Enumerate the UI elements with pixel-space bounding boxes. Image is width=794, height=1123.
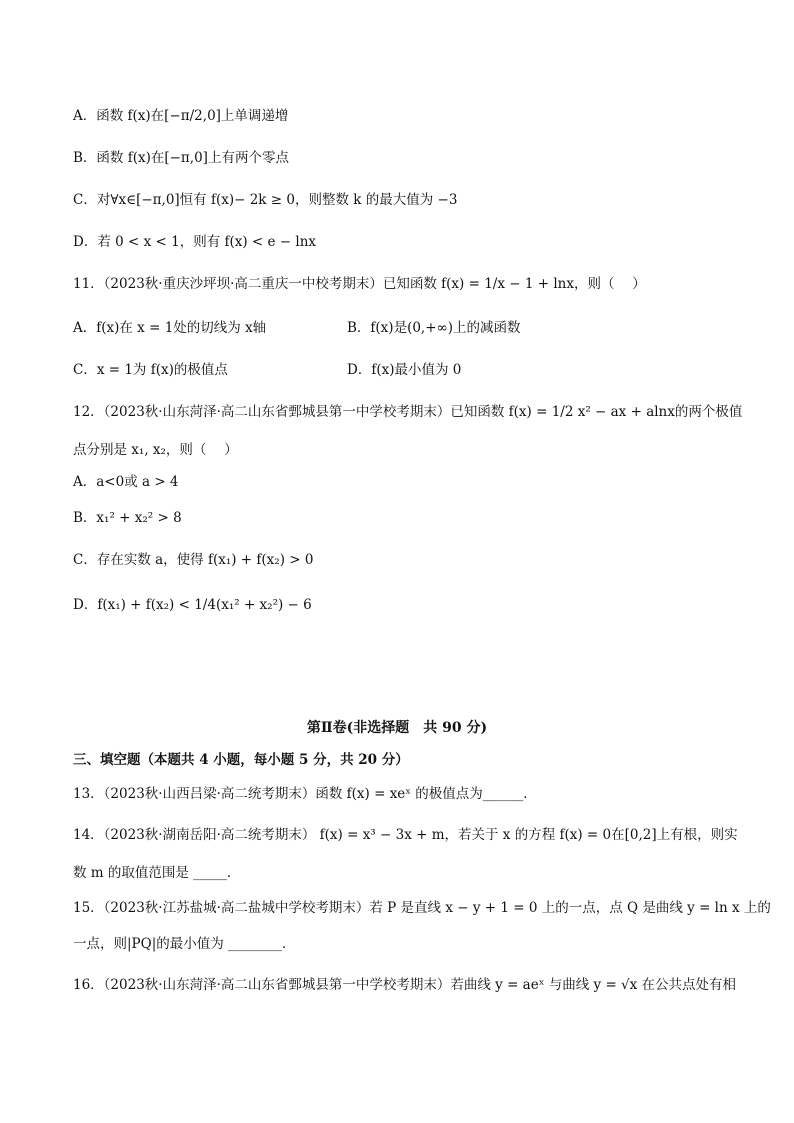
q16: 16．（2023秋·山东菏泽·高二山东省鄄城县第一中学校考期末）若曲线 y = aeˣ 与曲线 y = √x 在公共点处有相 — [73, 977, 737, 993]
q15-line1: 15．（2023秋·江苏盐城·高二盐城中学校考期末）若 P 是直线 x − y + 1 = 0 上的一点，点 Q 是曲线 y = ln x 上的 — [73, 900, 771, 916]
q11-option-c: C．x = 1为 f(x)的极值点 — [73, 362, 228, 378]
q10-option-b: B．函数 f(x)在[−π,0]上有两个零点 — [73, 150, 289, 166]
q11-stem: 11．（2023秋·重庆沙坪坝·高二重庆一中校考期末）已知函数 f(x) = 1/x − 1 + lnx，则（ ） — [73, 276, 646, 292]
q10-option-a: A．函数 f(x)在[−π/2,0]上单调递增 — [73, 108, 289, 124]
q11-option-b: B．f(x)是(0,+∞)上的减函数 — [347, 320, 521, 336]
q12-option-a: A．a<0或 a > 4 — [73, 474, 179, 490]
q14-line2: 数 m 的取值范围是 _____． — [73, 865, 241, 881]
q11-option-d: D．f(x)最小值为 0 — [347, 362, 462, 378]
q15-line2: 一点，则|PQ|的最小值为 ________． — [73, 936, 296, 952]
q10-option-c: C．对∀x∈[−π,0]恒有 f(x)− 2k ≥ 0，则整数 k 的最大值为 −3 — [73, 192, 458, 208]
section-title: 第Ⅱ卷(非选择题 共 90 分) — [306, 720, 488, 736]
q12-option-d: D．f(x₁) + f(x₂) < 1/4(x₁² + x₂²) − 6 — [73, 597, 312, 613]
q13: 13．（2023秋·山西吕梁·高二统考期末）函数 f(x) = xeˣ 的极值点为______． — [73, 786, 537, 802]
section-subtitle: 三、填空题（本题共 4 小题，每小题 5 分，共 20 分） — [73, 752, 409, 768]
q10-option-d: D．若 0 < x < 1，则有 f(x) < e − lnx — [73, 234, 317, 250]
q12-option-c: C．存在实数 a，使得 f(x₁) + f(x₂) > 0 — [73, 552, 314, 568]
q14-line1: 14．（2023秋·湖南岳阳·高二统考期末） f(x) = x³ − 3x + m，若关于 x 的方程 f(x) = 0在[0,2]上有根，则实 — [73, 827, 738, 843]
q12-stem-line2: 点分别是 x₁, x₂，则（ ） — [73, 442, 238, 458]
q11-option-a: A．f(x)在 x = 1处的切线为 x轴 — [73, 320, 267, 336]
q12-option-b: B．x₁² + x₂² > 8 — [73, 510, 182, 526]
q12-stem-line1: 12．（2023秋·山东菏泽·高二山东省鄄城县第一中学校考期末）已知函数 f(x) = 1/2 x² − ax + alnx的两个极值 — [73, 404, 743, 420]
